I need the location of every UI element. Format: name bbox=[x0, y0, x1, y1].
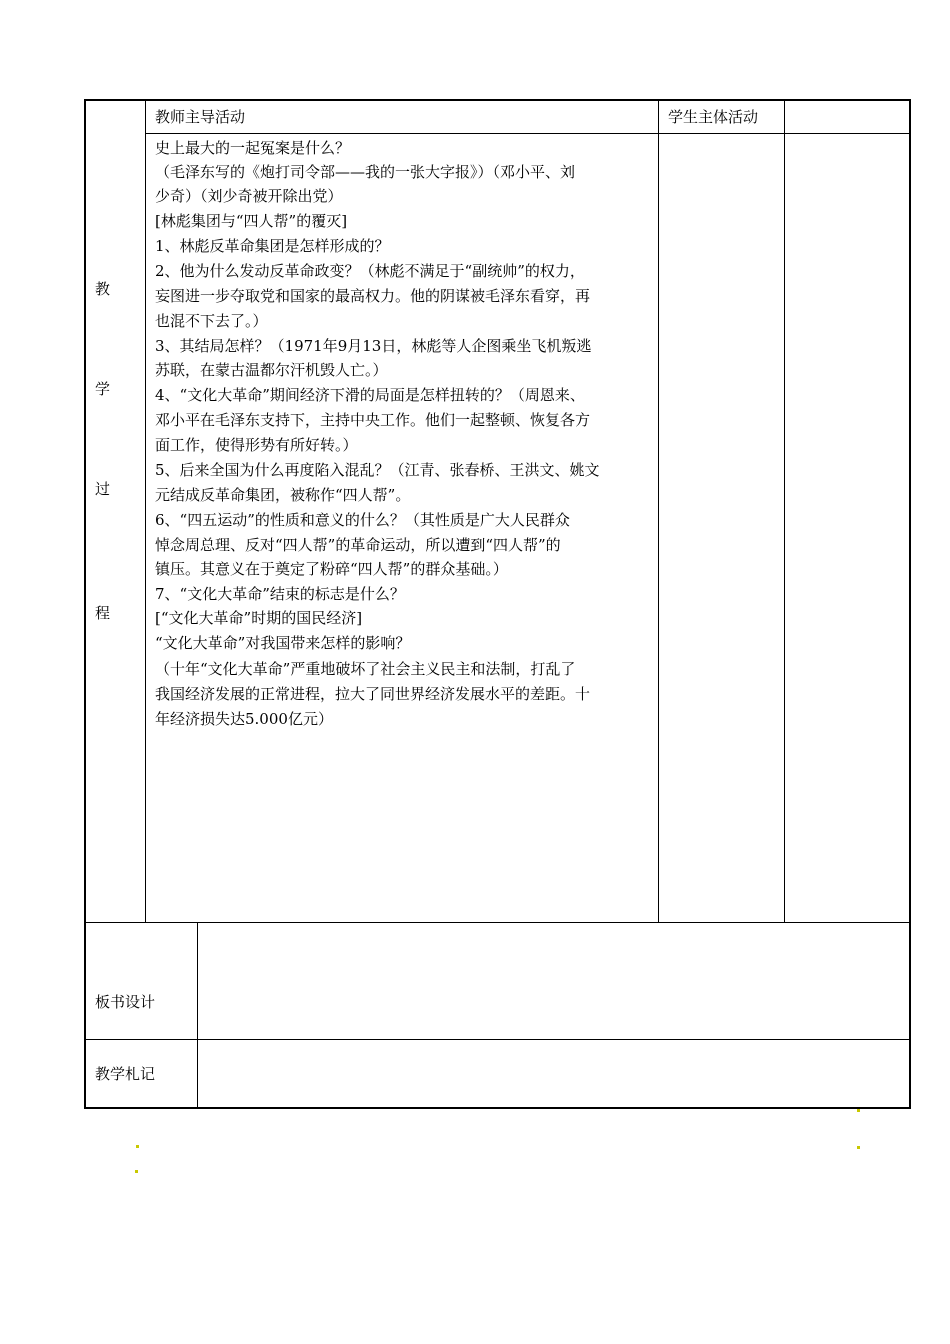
col-divider-student bbox=[658, 100, 659, 922]
side-label-char: 程 bbox=[95, 604, 111, 622]
content-line: 6、“四五运动”的性质和意义的什么？（其性质是广大人民群众 bbox=[155, 511, 570, 529]
col-divider-bottom bbox=[197, 922, 198, 1108]
content-line: 妄图进一步夺取党和国家的最高权力。他的阴谋被毛泽东看穿，再 bbox=[155, 287, 591, 305]
teacher-activity-header: 教师主导活动 bbox=[155, 108, 246, 126]
content-line: 镇压。其意义在于奠定了粉碎“四人帮”的群众基础。） bbox=[155, 560, 508, 578]
scan-speck bbox=[857, 1109, 860, 1112]
content-line: “文化大革命”对我国带来怎样的影响？ bbox=[155, 634, 411, 652]
process-row-divider bbox=[85, 922, 910, 923]
col-divider-left bbox=[145, 100, 146, 922]
content-line: 少奇）（刘少奇被开除出党） bbox=[155, 187, 343, 205]
content-line: 史上最大的一起冤案是什么？ bbox=[155, 139, 351, 157]
content-line: 也混不下去了。） bbox=[155, 312, 268, 330]
content-line: 苏联，在蒙古温都尔汗机毁人亡。） bbox=[155, 361, 388, 379]
content-line: 年经济损失达5.000亿元） bbox=[155, 710, 333, 728]
scan-speck bbox=[135, 1170, 138, 1173]
board-design-label: 板书设计 bbox=[95, 993, 156, 1011]
teaching-notes-label: 教学札记 bbox=[95, 1065, 156, 1083]
side-label-char: 过 bbox=[95, 480, 111, 498]
board-row-divider bbox=[85, 1039, 910, 1040]
content-line: 5、后来全国为什么再度陷入混乱？（江青、张春桥、王洪文、姚文 bbox=[155, 461, 600, 479]
content-line: 1、林彪反革命集团是怎样形成的？ bbox=[155, 237, 390, 255]
content-line: （十年“文化大革命”严重地破坏了社会主义民主和法制，打乱了 bbox=[155, 660, 576, 678]
content-line: 4、“文化大革命”期间经济下滑的局面是怎样扭转的？（周恩来、 bbox=[155, 386, 585, 404]
scan-speck bbox=[857, 1146, 860, 1149]
content-line: 元结成反革命集团，被称作“四人帮”。 bbox=[155, 486, 411, 504]
header-row-divider bbox=[145, 133, 910, 134]
content-line: 3、其结局怎样？（1971年9月13日，林彪等人企图乘坐飞机叛逃 bbox=[155, 337, 592, 355]
content-line: 悼念周总理、反对“四人帮”的革命运动，所以遭到“四人帮”的 bbox=[155, 536, 561, 554]
col-divider-right bbox=[784, 100, 785, 922]
student-activity-header: 学生主体活动 bbox=[668, 108, 759, 126]
content-line: 我国经济发展的正常进程，拉大了同世界经济发展水平的差距。十 bbox=[155, 685, 591, 703]
content-line: 7、“文化大革命”结束的标志是什么？ bbox=[155, 585, 405, 603]
side-label-char: 教 bbox=[95, 280, 111, 298]
content-line: 邓小平在毛泽东支持下，主持中央工作。他们一起整顿、恢复各方 bbox=[155, 411, 591, 429]
content-line: 面工作，使得形势有所好转。） bbox=[155, 436, 358, 454]
content-line: 2、他为什么发动反革命政变？（林彪不满足于“副统帅”的权力， bbox=[155, 262, 585, 280]
side-label-char: 学 bbox=[95, 380, 111, 398]
content-line: （毛泽东写的《炮打司令部——我的一张大字报》）（邓小平、刘 bbox=[155, 163, 576, 181]
content-line: [“文化大革命”时期的国民经济] bbox=[155, 609, 363, 627]
scan-speck bbox=[136, 1145, 139, 1148]
content-line: [林彪集团与“四人帮”的覆灭] bbox=[155, 212, 348, 230]
